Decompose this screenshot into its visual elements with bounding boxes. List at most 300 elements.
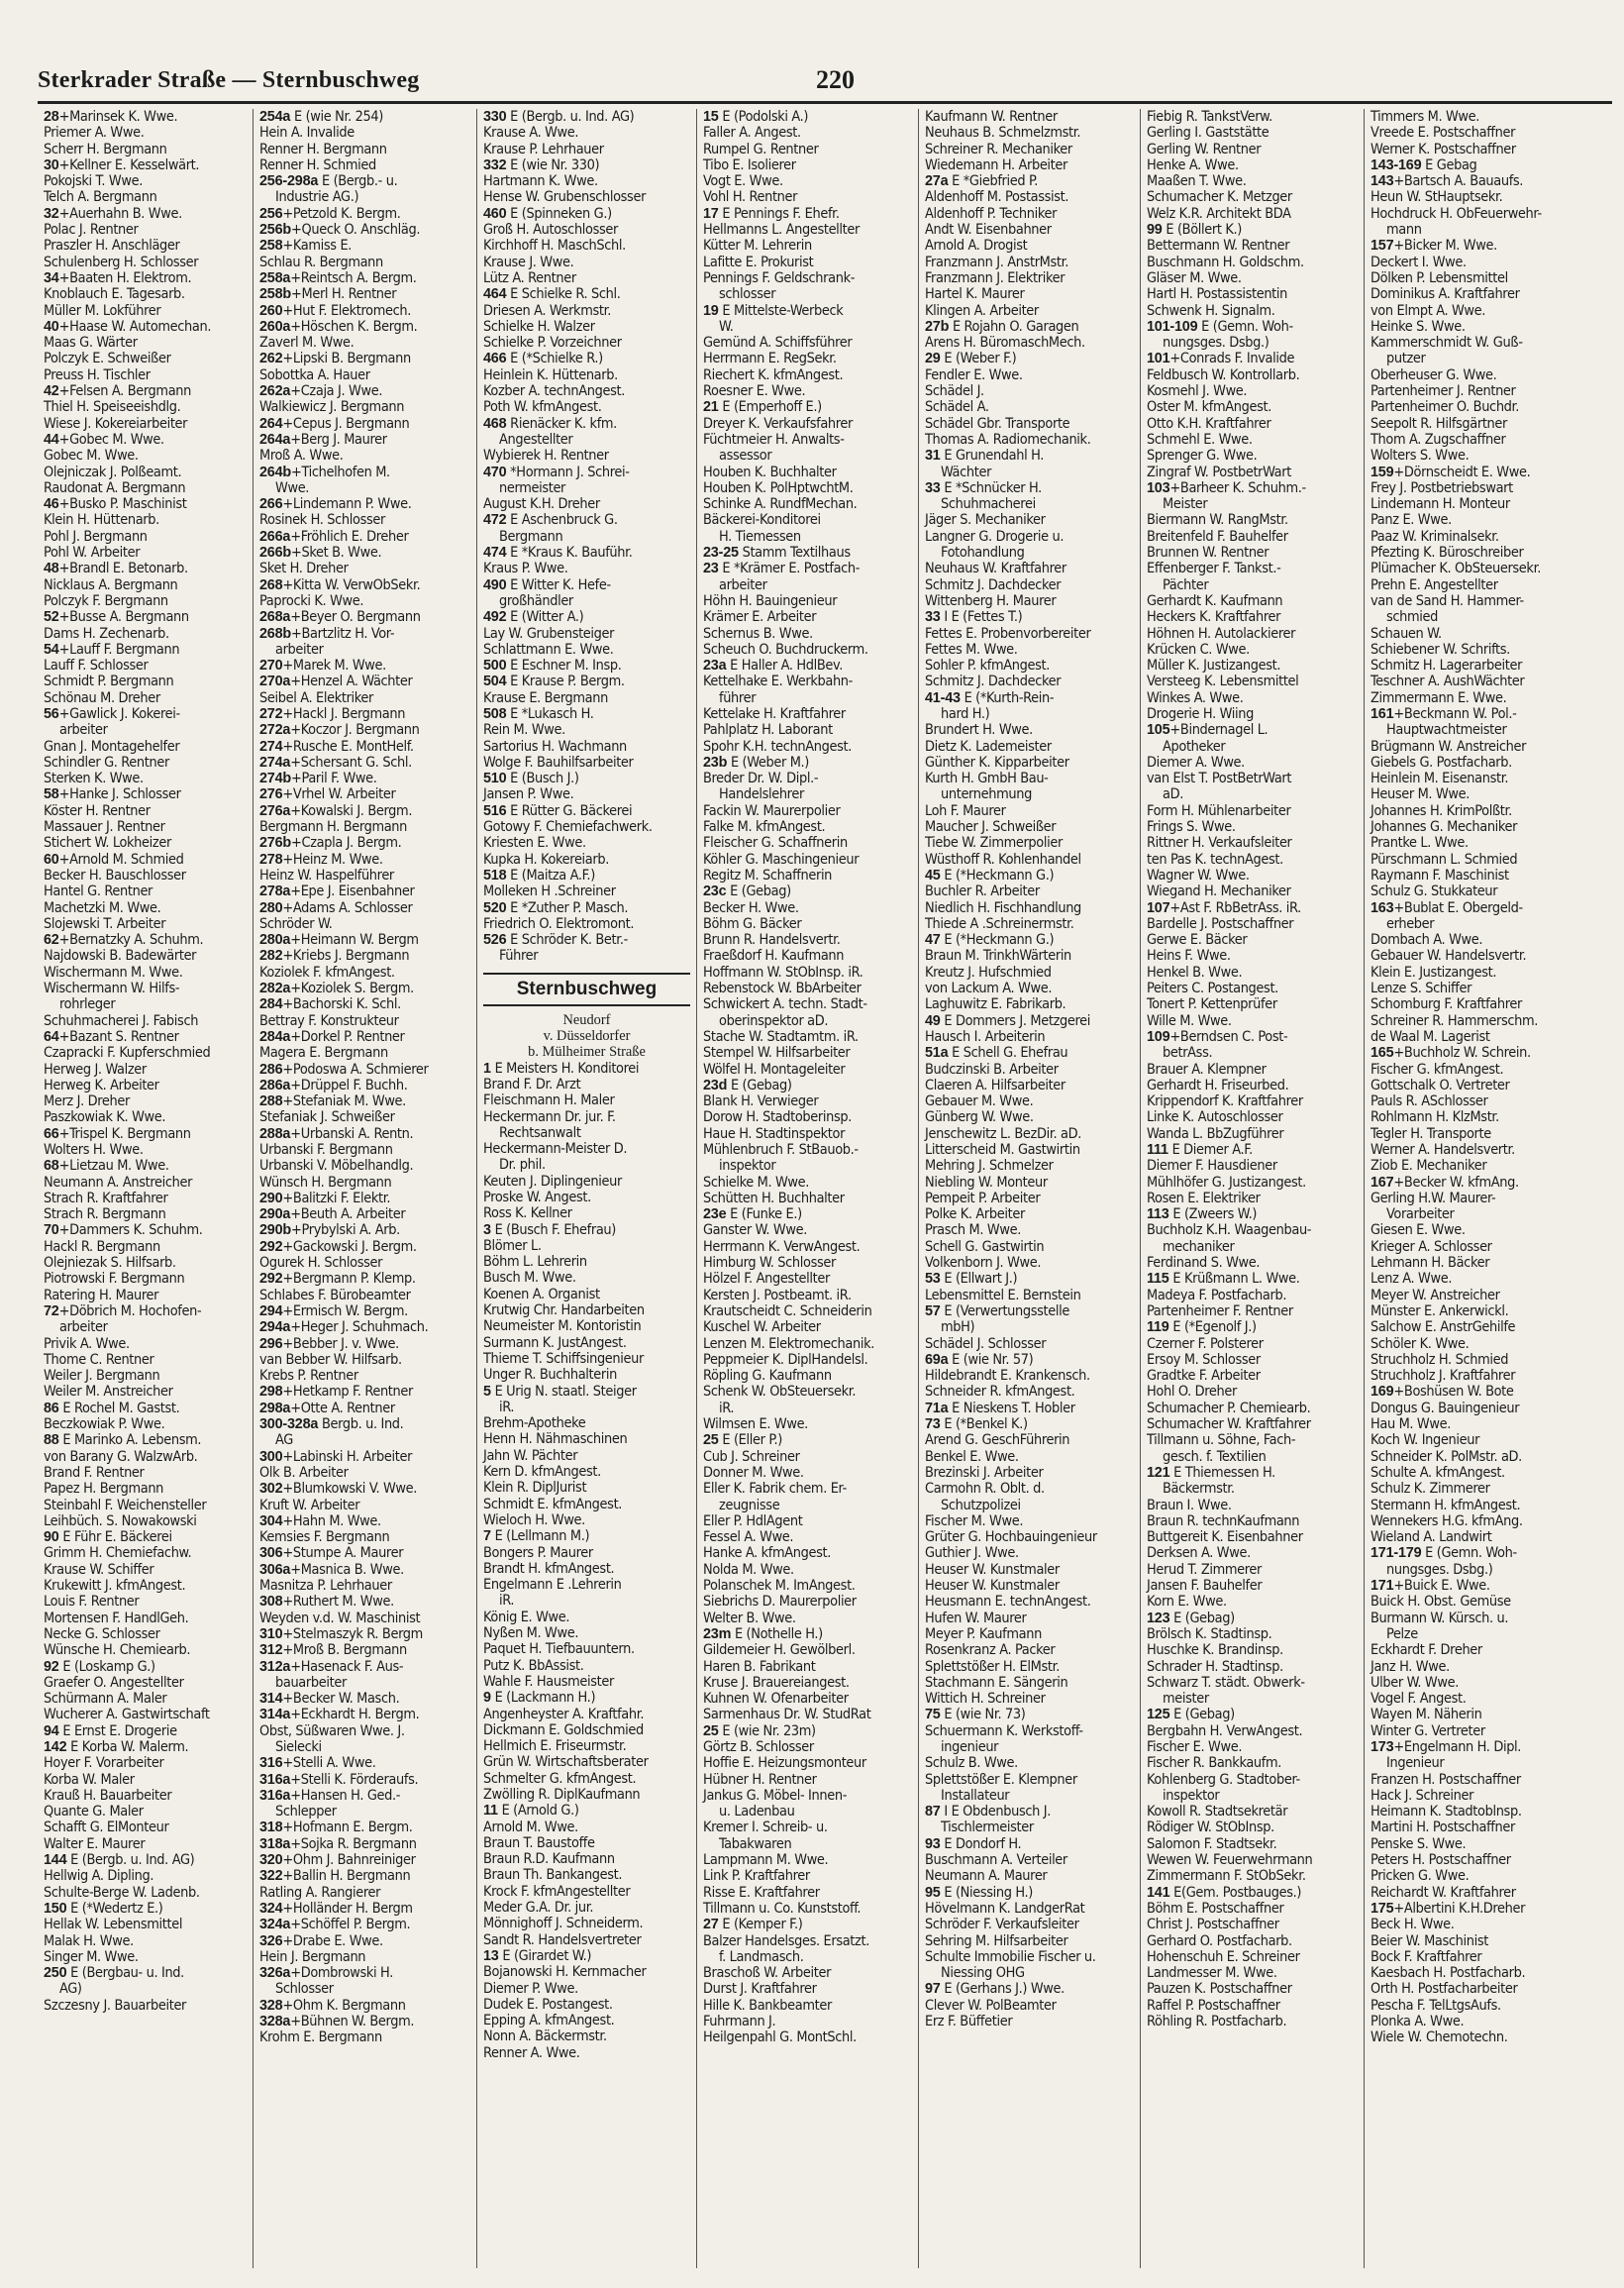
directory-entry: putzer bbox=[1386, 351, 1426, 367]
house-number: 1 bbox=[483, 1060, 491, 1077]
directory-entry: Stermann H. kfmAngest. bbox=[1370, 1497, 1521, 1513]
house-number: 11 bbox=[483, 1803, 498, 1820]
directory-entry: Werner K. Postschaffner bbox=[1370, 141, 1516, 157]
directory-entry: 282a+Koziolek S. Bergm. bbox=[259, 981, 414, 997]
directory-entry: Najdowski B. Badewärter bbox=[44, 948, 197, 965]
directory-entry: 260a+Höschen K. Bergm. bbox=[259, 318, 418, 335]
directory-entry: Pahlplatz H. Laborant bbox=[703, 722, 833, 739]
directory-entry: Pennings F. Geldschrank- bbox=[703, 269, 856, 286]
directory-entry: 23c E (Gebag) bbox=[703, 884, 791, 900]
directory-entry: Tillmann u. Söhne, Fach- bbox=[1147, 1432, 1296, 1449]
house-number: 324a bbox=[259, 1917, 291, 1933]
directory-entry: Kraus P. Wwe. bbox=[483, 561, 568, 577]
directory-entry: Hoyer F. Vorarbeiter bbox=[44, 1755, 164, 1772]
house-number: 52 bbox=[44, 609, 59, 626]
house-number: 262 bbox=[259, 351, 283, 367]
house-number: 268a bbox=[259, 609, 291, 626]
directory-entry: 99 E (Böllert K.) bbox=[1147, 222, 1242, 239]
directory-entry: 34+Baaten H. Elektrom. bbox=[44, 269, 192, 286]
directory-entry: 28+Marinsek K. Wwe. bbox=[44, 109, 178, 125]
directory-entry: Heinz W. Haspelführer bbox=[259, 867, 394, 884]
directory-entry: 150 E (*Wedertz E.) bbox=[44, 1900, 163, 1917]
house-number: 165 bbox=[1370, 1045, 1394, 1062]
directory-entry: Schmelter G. kfmAngest. bbox=[483, 1770, 637, 1787]
directory-entry: Kruft W. Arbeiter bbox=[259, 1497, 360, 1513]
directory-entry: 66+Trispel K. Bergmann bbox=[44, 1125, 191, 1142]
directory-entry: 520 E *Zuther P. Masch. bbox=[483, 899, 629, 916]
house-number: 314a bbox=[259, 1707, 291, 1723]
directory-entry: 105+Bindernagel L. bbox=[1147, 722, 1269, 739]
directory-entry: 324+Holländer H. Bergm bbox=[259, 1900, 413, 1917]
directory-entry: Wille M. Wwe. bbox=[1147, 1012, 1232, 1029]
directory-entry: Wybierek H. Rentner bbox=[483, 448, 609, 465]
directory-entry: 115 E Krüßmann L. Wwe. bbox=[1147, 1271, 1300, 1288]
directory-entry: 320+Ohm J. Bahnreiniger bbox=[259, 1852, 416, 1869]
house-number: 92 bbox=[44, 1658, 59, 1675]
directory-entry: Herud T. Zimmerer bbox=[1147, 1561, 1262, 1578]
directory-entry: Martini H. Postschaffner bbox=[1370, 1820, 1515, 1836]
directory-entry: Schmitz J. Dachdecker bbox=[925, 674, 1062, 690]
directory-entry: Arnold M. Wwe. bbox=[483, 1819, 578, 1835]
directory-entry: arbeiter bbox=[719, 576, 767, 593]
directory-entry: Franzmann J. Elektriker bbox=[925, 269, 1066, 286]
directory-entry: 58+Hanke J. Schlosser bbox=[44, 786, 181, 803]
directory-entry: 304+Hahn M. Wwe. bbox=[259, 1512, 381, 1529]
house-number: 266a bbox=[259, 528, 291, 545]
directory-entry: Heinlein K. Hüttenarb. bbox=[483, 366, 618, 383]
directory-entry: 276a+Kowalski J. Bergm. bbox=[259, 802, 413, 819]
house-number: 306a bbox=[259, 1561, 291, 1578]
directory-entry: oberinspektor aD. bbox=[719, 1012, 829, 1029]
directory-entry: 284+Bachorski K. Schl. bbox=[259, 996, 401, 1013]
directory-entry: Dombach A. Wwe. bbox=[1370, 932, 1483, 949]
directory-entry: Münster E. Ankerwickl. bbox=[1370, 1302, 1509, 1319]
directory-entry: Ratering H. Maurer bbox=[44, 1287, 159, 1303]
directory-entry: 276b+Czapla J. Bergm. bbox=[259, 835, 402, 852]
directory-entry: 256-298a E (Bergb.- u. bbox=[259, 173, 398, 190]
directory-entry: 57 E (Verwertungsstelle bbox=[925, 1302, 1070, 1319]
directory-entry: 29 E (Weber F.) bbox=[925, 351, 1017, 367]
directory-entry: 69a E (wie Nr. 57) bbox=[925, 1351, 1034, 1368]
house-number: 266b bbox=[259, 545, 292, 562]
directory-entry: Schädel Gbr. Transporte bbox=[925, 415, 1070, 432]
directory-entry: Bettermann W. Rentner bbox=[1147, 238, 1290, 255]
directory-entry: Pokojski T. Wwe. bbox=[44, 173, 143, 190]
directory-entry: Quante G. Maler bbox=[44, 1804, 144, 1820]
directory-entry: Herweg K. Arbeiter bbox=[44, 1077, 159, 1093]
directory-entry: Polczyk E. Schweißer bbox=[44, 351, 171, 367]
house-number: 51a bbox=[925, 1045, 949, 1062]
directory-entry: 464 E Schielke R. Schl. bbox=[483, 286, 621, 303]
directory-entry: erheber bbox=[1386, 915, 1435, 932]
directory-entry: Praszler H. Anschläger bbox=[44, 238, 180, 255]
directory-entry: Himburg W. Schlosser bbox=[703, 1255, 836, 1272]
directory-entry: Gotowy F. Chemiefachwerk. bbox=[483, 819, 653, 836]
directory-entry: H. Tiemessen bbox=[719, 528, 801, 545]
directory-entry: Leihbüch. S. Nowakowski bbox=[44, 1512, 197, 1529]
directory-entry: Wahle F. Hausmeister bbox=[483, 1673, 614, 1690]
directory-entry: 88 E Marinko A. Lebensm. bbox=[44, 1432, 202, 1449]
directory-entry: Grüter G. Hochbauingenieur bbox=[925, 1529, 1097, 1546]
directory-entry: Renner H. Bergmann bbox=[259, 141, 387, 157]
directory-entry: Henke A. Wwe. bbox=[1147, 156, 1239, 173]
directory-entry: Henn H. Nähmaschinen bbox=[483, 1431, 628, 1448]
directory-entry: Slojewski T. Arbeiter bbox=[44, 915, 166, 932]
directory-entry: Krebs P. Rentner bbox=[259, 1368, 358, 1385]
directory-entry: Heuser M. Wwe. bbox=[1370, 786, 1471, 803]
directory-entry: Wittenberg H. Maurer bbox=[925, 592, 1057, 609]
directory-entry: Gerling W. Rentner bbox=[1147, 141, 1262, 157]
directory-entry: Braun I. Wwe. bbox=[1147, 1497, 1232, 1513]
directory-entry: Maas G. Wärter bbox=[44, 335, 138, 352]
directory-entry: 268b+Bartzlitz H. Vor- bbox=[259, 625, 395, 642]
directory-entry: Schielke H. Walzer bbox=[483, 318, 595, 335]
house-number: 13 bbox=[483, 1947, 499, 1964]
house-number: 520 bbox=[483, 899, 507, 916]
directory-entry: Schauen W. bbox=[1370, 625, 1442, 642]
directory-entry: Czerner F. Polsterer bbox=[1147, 1335, 1264, 1352]
house-number: 23e bbox=[703, 1206, 727, 1223]
directory-entry: Singer M. Wwe. bbox=[44, 1948, 139, 1965]
directory-entry: arbeiter bbox=[275, 641, 324, 658]
directory-entry: Thomas A. Radiomechanik. bbox=[925, 431, 1091, 448]
directory-entry: Meyer P. Kaufmann bbox=[925, 1625, 1042, 1642]
directory-entry: Christ J. Postschaffner bbox=[1147, 1917, 1279, 1933]
directory-entry: Bergbahn H. VerwAngest. bbox=[1147, 1722, 1303, 1739]
directory-entry: Braun R. technKaufmann bbox=[1147, 1512, 1300, 1529]
directory-entry: 288a+Urbanski A. Rentn. bbox=[259, 1125, 414, 1142]
directory-entry: Brehm-Apotheke bbox=[483, 1415, 586, 1432]
directory-entry: Sarmenhaus Dr. W. StudRat bbox=[703, 1707, 871, 1723]
directory-entry: Schindler G. Rentner bbox=[44, 754, 169, 771]
house-number: 93 bbox=[925, 1835, 941, 1852]
directory-entry: Zingraf W. PostbetrWart bbox=[1147, 464, 1291, 480]
directory-entry: 470 *Hormann J. Schrei- bbox=[483, 464, 630, 480]
directory-entry: Brundert H. Wwe. bbox=[925, 722, 1033, 739]
directory-entry: Hille K. Bankbeamter bbox=[703, 1997, 832, 2014]
house-number: 25 bbox=[703, 1722, 719, 1739]
directory-entry: Gläser M. Wwe. bbox=[1147, 269, 1242, 286]
directory-entry: Grimm H. Chemiefachw. bbox=[44, 1545, 192, 1562]
directory-entry: Fuhrmann J. bbox=[703, 2014, 776, 2030]
directory-entry: Wischermann M. Wwe. bbox=[44, 964, 183, 981]
directory-entry: Merz J. Dreher bbox=[44, 1093, 130, 1110]
directory-entry: 274+Rusche E. MontHelf. bbox=[259, 738, 414, 755]
directory-entry: Niebling W. Monteur bbox=[925, 1174, 1048, 1191]
directory-entry: Braun T. Baustoffe bbox=[483, 1834, 595, 1851]
directory-entry: 306a+Masnica B. Wwe. bbox=[259, 1561, 404, 1578]
directory-entry: Giebels G. Postfacharb. bbox=[1370, 754, 1512, 771]
directory-entry: 97 E (Gerhans J.) Wwe. bbox=[925, 1981, 1065, 1998]
directory-entry: van Bebber W. Hilfsarb. bbox=[259, 1351, 402, 1368]
directory-entry: 312+Mroß B. Bergmann bbox=[259, 1642, 407, 1659]
directory-entry: Röhling R. Postfacharb. bbox=[1147, 2014, 1287, 2030]
directory-entry: de Waal M. Lagerist bbox=[1370, 1028, 1490, 1045]
house-number: 316a bbox=[259, 1787, 291, 1804]
directory-entry: Köster H. Rentner bbox=[44, 802, 151, 819]
directory-entry: 300-328a Bergb. u. Ind. bbox=[259, 1416, 404, 1433]
directory-entry: Stempel W. Hilfsarbeiter bbox=[703, 1045, 851, 1062]
directory-entry: Schuhmacherei bbox=[941, 496, 1036, 513]
house-number: 27b bbox=[925, 318, 950, 335]
directory-entry: Prantke L. Wwe. bbox=[1370, 835, 1469, 852]
directory-entry: Buschmann A. Verteiler bbox=[925, 1852, 1067, 1869]
directory-entry: Jahn W. Pächter bbox=[483, 1447, 578, 1464]
directory-entry: Dominikus A. Kraftfahrer bbox=[1370, 286, 1520, 303]
house-number: 472 bbox=[483, 512, 507, 529]
house-number: 260a bbox=[259, 318, 291, 335]
directory-entry: Pempeit P. Arbeiter bbox=[925, 1190, 1041, 1206]
directory-entry: Peiters C. Postangest. bbox=[1147, 981, 1278, 997]
house-number: 262a bbox=[259, 383, 291, 400]
directory-entry: Biermann W. RangMstr. bbox=[1147, 512, 1288, 529]
directory-entry: Böhm L. Lehrerin bbox=[483, 1254, 587, 1271]
directory-entry: Schröder F. Verkaufsleiter bbox=[925, 1917, 1079, 1933]
directory-entry: Rödiger W. StObInsp. bbox=[1147, 1820, 1274, 1836]
house-number: 310 bbox=[259, 1625, 283, 1642]
directory-entry: 518 E (Maitza A.F.) bbox=[483, 867, 595, 884]
directory-entry: Schreiner R. Hammerschm. bbox=[1370, 1012, 1539, 1029]
directory-entry: Aldenhoff P. Techniker bbox=[925, 205, 1058, 222]
house-number: 163 bbox=[1370, 899, 1394, 916]
directory-entry: 324a+Schöffel P. Bergm. bbox=[259, 1917, 411, 1933]
directory-entry: 144 E (Bergb. u. Ind. AG) bbox=[44, 1852, 195, 1869]
directory-entry: 41-43 E (*Kurth-Rein- bbox=[925, 689, 1055, 706]
directory-entry: Ganster W. Wwe. bbox=[703, 1222, 807, 1239]
directory-entry: Brügmann W. Anstreicher bbox=[1370, 738, 1527, 755]
house-number: 41-43 bbox=[925, 689, 961, 706]
directory-entry: Salchow E. AnstrGehilfe bbox=[1370, 1319, 1516, 1336]
directory-entry: Schinke A. RundfMechan. bbox=[703, 496, 858, 513]
directory-entry: Link P. Kraftfahrer bbox=[703, 1868, 810, 1885]
directory-entry: von Barany G. WalzwArb. bbox=[44, 1448, 198, 1465]
directory-entry: Wiedemann H. Arbeiter bbox=[925, 156, 1067, 173]
directory-entry: Partenheimer F. Rentner bbox=[1147, 1302, 1293, 1319]
house-number: 322 bbox=[259, 1868, 283, 1885]
directory-entry: Fleischmann H. Maler bbox=[483, 1092, 615, 1109]
directory-entry: Bäckerei-Konditorei bbox=[703, 512, 821, 529]
directory-entry: Busch M. Wwe. bbox=[483, 1270, 576, 1287]
directory-entry: Kurth H. GmbH Bau- bbox=[925, 771, 1049, 787]
directory-entry: Buchler R. Arbeiter bbox=[925, 884, 1040, 900]
directory-entry: Schumacher K. Metzger bbox=[1147, 189, 1292, 206]
directory-entry: Ingenieur bbox=[1386, 1755, 1445, 1772]
directory-entry: Scheuch O. Buchdruckerm. bbox=[703, 641, 868, 658]
directory-entry: Neuhaus B. Schmelzmstr. bbox=[925, 125, 1081, 142]
directory-entry: Eller K. Fabrik chem. Er- bbox=[703, 1481, 847, 1498]
directory-entry: Hellmanns L. Angestellter bbox=[703, 222, 860, 239]
directory-entry: Prehn E. Angestellter bbox=[1370, 576, 1498, 593]
directory-entry: Strach R. Kraftfahrer bbox=[44, 1190, 168, 1206]
directory-entry: Korn E. Wwe. bbox=[1147, 1594, 1227, 1611]
house-number: 21 bbox=[703, 399, 719, 416]
directory-entry: Kettelhake E. Werkbahn- bbox=[703, 674, 853, 690]
directory-entry: Priemer A. Wwe. bbox=[44, 125, 145, 142]
directory-entry: 318a+Sojka R. Bergmann bbox=[259, 1835, 417, 1852]
house-number: 47 bbox=[925, 932, 941, 949]
directory-entry: Hohl O. Dreher bbox=[1147, 1384, 1237, 1401]
directory-entry: ten Pas K. technAgest. bbox=[1147, 851, 1283, 868]
directory-entry: Telch A. Bergmann bbox=[44, 189, 157, 206]
directory-entry: Bergmann bbox=[499, 528, 563, 545]
directory-entry: Wolge F. Bauhilfsarbeiter bbox=[483, 754, 634, 771]
directory-entry: Schädel A. bbox=[925, 399, 989, 416]
directory-entry: Niedlich H. Fischhandlung bbox=[925, 899, 1081, 916]
directory-entry: 143-169 E Gebag bbox=[1370, 156, 1477, 173]
directory-entry: Hartl H. Postassistentin bbox=[1147, 286, 1288, 303]
directory-entry: betrAss. bbox=[1163, 1045, 1213, 1062]
house-number: 282 bbox=[259, 948, 283, 965]
directory-entry: Wächter bbox=[941, 464, 992, 480]
directory-entry: 468 Rienäcker K. kfm. bbox=[483, 415, 617, 432]
house-number: 270a bbox=[259, 674, 291, 690]
directory-entry: 169+Boshüsen W. Bote bbox=[1370, 1384, 1514, 1401]
directory-entry: 21 E (Emperhoff E.) bbox=[703, 399, 822, 416]
directory-entry: 326+Drabe E. Wwe. bbox=[259, 1932, 383, 1949]
house-number: 101 bbox=[1147, 351, 1170, 367]
house-number: 64 bbox=[44, 1028, 59, 1045]
directory-entry: Rebenstock W. BbArbeiter bbox=[703, 981, 862, 997]
directory-entry: zeugnisse bbox=[719, 1497, 780, 1513]
house-number: 330 bbox=[483, 109, 507, 125]
house-number: 171 bbox=[1370, 1578, 1394, 1595]
directory-entry: 47 E (*Heckmann G.) bbox=[925, 932, 1055, 949]
house-number: 29 bbox=[925, 351, 941, 367]
directory-entry: 171-179 E (Gemn. Woh- bbox=[1370, 1545, 1517, 1562]
directory-entry: Buttgereit K. Eisenbahner bbox=[1147, 1529, 1303, 1546]
directory-entry: Zimmermann F. StObSekr. bbox=[1147, 1868, 1306, 1885]
house-number: 466 bbox=[483, 351, 507, 367]
directory-entry: 173+Engelmann H. Dipl. bbox=[1370, 1738, 1522, 1755]
directory-entry: Brandt H. kfmAngest. bbox=[483, 1560, 615, 1577]
directory-entry: Angestellter bbox=[499, 431, 573, 448]
directory-entry: Hackl R. Bergmann bbox=[44, 1238, 160, 1255]
house-number: 468 bbox=[483, 415, 507, 432]
directory-entry: Köhler G. Maschingenieur bbox=[703, 851, 860, 868]
directory-entry: Pohl W. Arbeiter bbox=[44, 545, 141, 562]
directory-column bbox=[697, 109, 919, 2268]
directory-entry: Schneider R. kfmAngest. bbox=[925, 1384, 1075, 1401]
directory-entry: 270+Marek M. Wwe. bbox=[259, 658, 386, 675]
directory-entry: Lenz A. Wwe. bbox=[1370, 1271, 1453, 1288]
directory-entry: Obst, Süßwaren Wwe. J. bbox=[259, 1722, 405, 1739]
directory-entry: 72+Döbrich M. Hochofen- bbox=[44, 1302, 202, 1319]
house-number: 125 bbox=[1147, 1707, 1170, 1723]
directory-entry: Polczyk F. Bergmann bbox=[44, 592, 168, 609]
house-number: 300 bbox=[259, 1448, 283, 1465]
house-number: 298a bbox=[259, 1400, 291, 1416]
house-number: 324 bbox=[259, 1900, 283, 1917]
directory-entry: Dietz K. Lademeister bbox=[925, 738, 1052, 755]
house-number: 460 bbox=[483, 205, 507, 222]
house-number: 54 bbox=[44, 641, 59, 658]
directory-entry: Gebauer W. Handelsvertr. bbox=[1370, 948, 1527, 965]
directory-entry: Ogurek H. Schlosser bbox=[259, 1255, 383, 1272]
directory-entry: Lütz A. Rentner bbox=[483, 269, 576, 286]
directory-entry: Neumeister M. Kontoristin bbox=[483, 1318, 642, 1335]
directory-entry: Gerwe E. Bäcker bbox=[1147, 932, 1248, 949]
directory-entry: Meder G.A. Dr. jur. bbox=[483, 1900, 594, 1917]
directory-entry: Maaßen T. Wwe. bbox=[1147, 173, 1247, 190]
house-number: 326a bbox=[259, 1965, 291, 1982]
directory-entry: 276+Vrhel W. Arbeiter bbox=[259, 786, 396, 803]
directory-entry: meister bbox=[1163, 1691, 1209, 1708]
directory-entry: Stefaniak J. Schweißer bbox=[259, 1109, 395, 1126]
directory-entry: Niessing OHG bbox=[941, 1965, 1025, 1982]
house-number: 3 bbox=[483, 1221, 491, 1238]
directory-entry: Surmann K. JustAngest. bbox=[483, 1334, 627, 1351]
directory-entry: Sartorius H. Wachmann bbox=[483, 738, 627, 755]
directory-entry: Jäger S. Mechaniker bbox=[925, 512, 1046, 529]
directory-entry: 318+Hofmann E. Bergm. bbox=[259, 1820, 413, 1836]
directory-entry: iR. bbox=[719, 1400, 735, 1416]
directory-entry: 19 E Mittelste-Werbeck bbox=[703, 302, 844, 319]
house-number: 258a bbox=[259, 269, 291, 286]
directory-entry: hard H.) bbox=[941, 705, 990, 722]
house-number: 173 bbox=[1370, 1738, 1394, 1755]
house-number: 119 bbox=[1147, 1319, 1169, 1336]
directory-entry: 17 E Pennings F. Ehefr. bbox=[703, 205, 840, 222]
directory-entry: Mühlhöfer G. Justizangest. bbox=[1147, 1174, 1306, 1191]
directory-entry: Sket H. Dreher bbox=[259, 561, 349, 577]
directory-entry: Schmidt E. kfmAngest. bbox=[483, 1496, 623, 1512]
directory-entry: Weyden v.d. W. Maschinist bbox=[259, 1610, 421, 1626]
house-number: 101-109 bbox=[1147, 318, 1198, 335]
directory-entry: Hövelmann K. LandgerRat bbox=[925, 1900, 1085, 1917]
house-number: 9 bbox=[483, 1690, 491, 1707]
house-number: 526 bbox=[483, 932, 507, 949]
house-number: 290b bbox=[259, 1222, 292, 1239]
directory-entry: Kowoll R. Stadtsekretär bbox=[1147, 1804, 1288, 1820]
directory-entry: Krauß H. Bauarbeiter bbox=[44, 1787, 172, 1804]
house-number: 306 bbox=[259, 1545, 283, 1562]
directory-entry: Thiel H. Speiseeishdlg. bbox=[44, 399, 181, 416]
directory-entry: Schmidt P. Bergmann bbox=[44, 674, 174, 690]
directory-entry: Schutzpolizei bbox=[941, 1497, 1021, 1513]
directory-entry: Angenheyster A. Kraftfahr. bbox=[483, 1706, 645, 1722]
directory-entry: Pauls R. ASchlosser bbox=[1370, 1093, 1488, 1110]
house-number: 318a bbox=[259, 1835, 291, 1852]
directory-entry: Lehmann H. Bäcker bbox=[1370, 1255, 1490, 1272]
directory-entry: Urbanski F. Bergmann bbox=[259, 1142, 393, 1158]
directory-entry: nungsges. Dsbg.) bbox=[1163, 335, 1269, 352]
directory-entry: Tiebe W. Zimmerpolier bbox=[925, 835, 1063, 852]
directory-entry: Fettes M. Wwe. bbox=[925, 641, 1018, 658]
directory-entry: 290a+Beuth A. Arbeiter bbox=[259, 1206, 406, 1223]
directory-entry: Heuser W. Kunstmaler bbox=[925, 1561, 1060, 1578]
directory-entry: Schafft G. ElMonteur bbox=[44, 1820, 169, 1836]
directory-entry: Struchholz H. Schmied bbox=[1370, 1351, 1509, 1368]
directory-entry: Andt W. Eisenbahner bbox=[925, 222, 1052, 239]
directory-entry: Fiebig R. TankstVerw. bbox=[1147, 109, 1272, 125]
directory-entry: Becker H. Wwe. bbox=[703, 899, 799, 916]
house-number: 15 bbox=[703, 109, 719, 125]
directory-entry: 3 E (Busch F. Ehefrau) bbox=[483, 1221, 616, 1238]
directory-entry: Aldenhoff M. Postassist. bbox=[925, 189, 1069, 206]
directory-entry: 163+Bublat E. Obergeld- bbox=[1370, 899, 1523, 916]
house-number: 256b bbox=[259, 222, 292, 239]
house-number: 290 bbox=[259, 1190, 283, 1206]
directory-entry: 27b E Rojahn O. Garagen bbox=[925, 318, 1079, 335]
directory-entry: Splettstößer E. Klempner bbox=[925, 1771, 1077, 1788]
directory-entry: Lafitte E. Prokurist bbox=[703, 254, 814, 270]
directory-entry: 165+Buchholz W. Schrein. bbox=[1370, 1045, 1531, 1062]
house-number: 264a bbox=[259, 431, 291, 448]
house-number: 28 bbox=[44, 109, 59, 125]
directory-entry: 492 E (Witter A.) bbox=[483, 609, 584, 626]
directory-entry: Rein M. Wwe. bbox=[483, 722, 565, 739]
directory-entry: Klein H. Hüttenarb. bbox=[44, 512, 159, 529]
